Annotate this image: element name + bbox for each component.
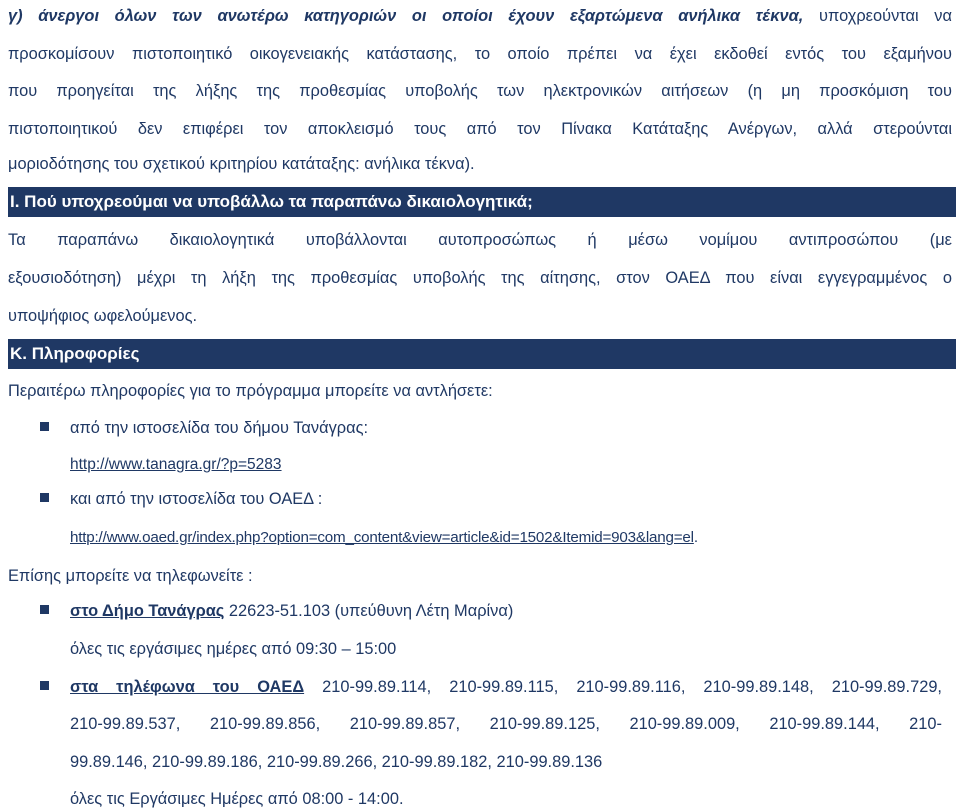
- section-i-line-3: υποψήφιος ωφελούμενος.: [8, 307, 198, 325]
- phone-1-details: 22623-51.103 (υπεύθυνη Λέτη Μαρίνα): [224, 602, 514, 620]
- section-k-intro: Περαιτέρω πληροφορίες για το πρόγραμμα μπορείτε να αντλήσετε:: [8, 382, 493, 400]
- section-i-heading: Ι. Πού υποχρεούμαι να υποβάλλω τα παραπάνω δικαιολογητικά;: [8, 187, 956, 217]
- section-g-lead: γ) άνεργοι όλων των ανωτέρω κατηγοριών οι οποίοι έχουν εξαρτώμενα ανήλικα τέκνα,: [8, 7, 804, 25]
- section-g-line-3: που προηγείται της λήξης της προθεσμίας υποβολής των ηλεκτρονικών αιτήσεων (η μη προσκόμιση του: [8, 82, 952, 100]
- phone-1-label: στο Δήμο Τανάγρας: [70, 602, 225, 620]
- phone-2-numbers-3: 99.89.146, 210-99.89.186, 210-99.89.266, 210-99.89.182, 210-99.89.136: [70, 753, 603, 771]
- phone-1-hours: όλες τις εργάσιμες ημέρες από 09:30 – 15:00: [70, 640, 397, 658]
- section-i-line-2: εξουσιοδότηση) μέχρι τη λήξη της προθεσμίας υποβολής της αίτησης, στον ΟΑΕΔ που είναι εγγεγραμμένος ο: [8, 269, 952, 287]
- bullet-2-text: και από την ιστοσελίδα του ΟΑΕΔ :: [70, 490, 323, 508]
- section-g-line-2: προσκομίσουν πιστοποιητικό οικογενειακής κατάστασης, το οποίο πρέπει να έχει εκδοθεί εντός του εξαμήνου: [8, 45, 952, 63]
- phone-2-hours: όλες τις Εργάσιμες Ημέρες από 08:00 - 14:00.: [70, 790, 404, 808]
- oaed-link-period: .: [693, 529, 698, 546]
- bullet-square-icon: [40, 422, 49, 431]
- oaed-link[interactable]: http://www.oaed.gr/index.php?option=com_content&view=article&id=1502&Itemid=903&lang=el: [70, 529, 694, 546]
- phone-1-line: [70, 601, 513, 621]
- phone-intro: Επίσης μπορείτε να τηλεφωνείτε :: [8, 567, 253, 585]
- section-g-line-1-rest: υποχρεούνται να: [803, 7, 952, 25]
- phone-2-label: στα τηλέφωνα του ΟΑΕΔ: [70, 678, 305, 696]
- bullet-square-icon: [40, 493, 49, 502]
- section-i-line-1: Τα παραπάνω δικαιολογητικά υποβάλλονται αυτοπροσώπως ή μέσω νομίμου αντιπροσώπου (με: [8, 231, 952, 249]
- bullet-1-text: από την ιστοσελίδα του δήμου Τανάγρας:: [70, 419, 369, 437]
- phone-2-line-1: [70, 677, 942, 697]
- bullet-square-icon: [40, 605, 49, 614]
- oaed-link-line: [70, 528, 698, 548]
- section-g-line-4: πιστοποιητικού δεν επιφέρει τον αποκλεισμό τους από τον Πίνακα Κατάταξης Ανέργων, αλλά στερούνται: [8, 120, 952, 138]
- phone-2-numbers-1: 210-99.89.114, 210-99.89.115, 210-99.89.116, 210-99.89.148, 210-99.89.729,: [304, 678, 942, 696]
- section-g-line-5: μοριοδότησης του σχετικού κριτηρίου κατάταξης: ανήλικα τέκνα).: [8, 155, 475, 173]
- phone-2-numbers-2: 210-99.89.537, 210-99.89.856, 210-99.89.857, 210-99.89.125, 210-99.89.009, 210-99.89.144, 210-: [70, 715, 942, 733]
- bullet-square-icon: [40, 681, 49, 690]
- section-g-line-1: [8, 6, 952, 26]
- tanagra-link[interactable]: http://www.tanagra.gr/?p=5283: [70, 456, 282, 473]
- section-k-heading: Κ. Πληροφορίες: [8, 339, 956, 369]
